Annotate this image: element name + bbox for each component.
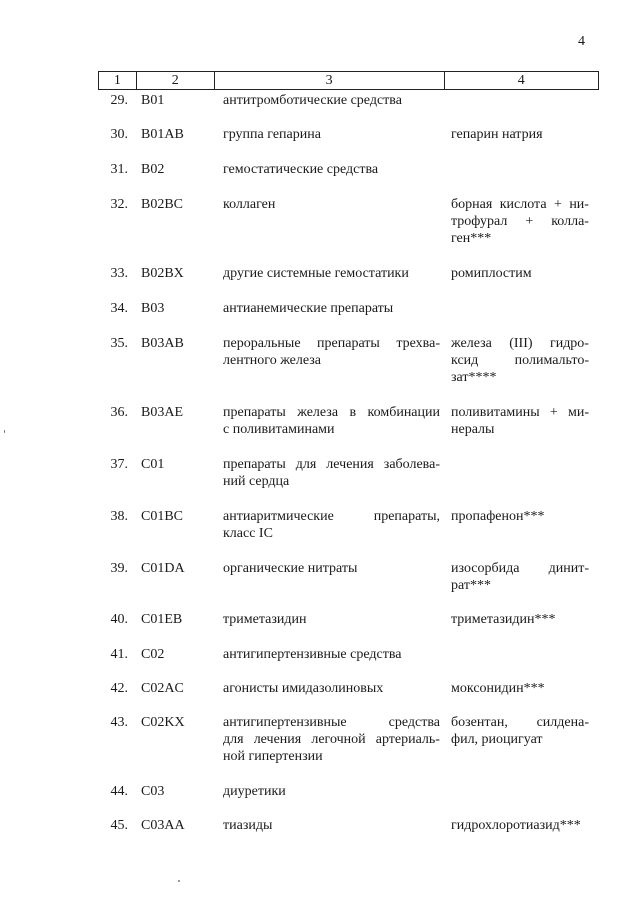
row-number: 32. <box>110 197 128 212</box>
row-number: 41. <box>110 647 128 662</box>
group-name-line: антианемические препараты <box>223 301 394 316</box>
group-name <box>223 456 440 490</box>
drug-name <box>451 196 589 247</box>
group-name <box>223 404 440 438</box>
row-number: 39. <box>110 561 128 576</box>
group-name-line: лентного железа <box>223 353 322 368</box>
drug-name-line: трофурал + колла- <box>451 214 589 229</box>
drug-name-line: нералы <box>451 422 495 437</box>
group-name <box>223 817 440 834</box>
group-name <box>223 196 440 213</box>
atc-code: B01 <box>141 93 165 108</box>
atc-code: C02 <box>141 647 165 662</box>
group-name <box>223 508 440 542</box>
atc-code: C01 <box>141 457 165 472</box>
drug-name-line: пропафенон*** <box>451 509 545 524</box>
header-cell-3: 3 <box>214 72 444 89</box>
header-cell-2: 2 <box>136 72 214 89</box>
group-name-line: антитромботические средства <box>223 93 402 108</box>
drug-name-line: поливитамины + ми- <box>451 405 589 420</box>
drug-name-line: ромиплостим <box>451 266 532 281</box>
row-number: 37. <box>110 457 128 472</box>
group-name-line: антиаритмические препараты, <box>223 509 440 524</box>
drug-name <box>451 560 589 594</box>
group-name-line: ний сердца <box>223 474 290 489</box>
group-name <box>223 783 440 800</box>
row-number: 42. <box>110 681 128 696</box>
drug-name-line: железа (III) гидро- <box>451 336 589 351</box>
row-number: 31. <box>110 162 128 177</box>
atc-code: C01EB <box>141 612 183 627</box>
atc-code: C01DA <box>141 561 185 576</box>
page-number: 4 <box>578 34 585 49</box>
row-number: 33. <box>110 266 128 281</box>
header-cell-4: 4 <box>444 72 598 89</box>
group-name-line: гемостатические средства <box>223 162 379 177</box>
header-cell-1: 1 <box>113 73 121 88</box>
group-name-line: коллаген <box>223 197 276 212</box>
drug-name-line: триметазидин*** <box>451 612 556 627</box>
atc-code: C02AC <box>141 681 184 696</box>
group-name-line: тиазиды <box>223 818 273 833</box>
group-name-line: пероральные препараты трехва- <box>223 336 440 351</box>
scan-speck <box>178 880 180 882</box>
atc-code: C03 <box>141 784 165 799</box>
group-name-line: антигипертензивные средства <box>223 647 402 662</box>
drug-name-line: гепарин натрия <box>451 127 543 142</box>
group-name-line: триметазидин <box>223 612 307 627</box>
group-name-line: органические нитраты <box>223 561 358 576</box>
group-name <box>223 300 440 317</box>
drug-name-line: ксид полимальто- <box>451 353 589 368</box>
group-name <box>223 161 440 178</box>
atc-code: B03AE <box>141 405 183 420</box>
group-name-line: группа гепарина <box>223 127 321 142</box>
drug-name <box>451 126 589 143</box>
drug-name-line: борная кислота + ни- <box>451 197 589 212</box>
group-name-line: с поливитаминами <box>223 422 335 437</box>
atc-code: B01AB <box>141 127 184 142</box>
row-number: 43. <box>110 715 128 730</box>
medication-table <box>98 71 599 833</box>
atc-code: B03AB <box>141 336 184 351</box>
group-name <box>223 646 440 663</box>
drug-name-line: зат**** <box>451 370 497 385</box>
atc-code: B02 <box>141 162 165 177</box>
group-name <box>223 126 440 143</box>
group-name <box>223 680 440 697</box>
row-number: 45. <box>110 818 128 833</box>
row-number: 44. <box>110 784 128 799</box>
group-name-line: класс IC <box>223 526 273 541</box>
drug-name-line: бозентан, силдена- <box>451 715 589 730</box>
row-number: 35. <box>110 336 128 351</box>
atc-code: B03 <box>141 301 165 316</box>
drug-name-line: ген*** <box>451 231 492 246</box>
group-name-line: агонисты имидазолиновых <box>223 681 384 696</box>
atc-code: C02KX <box>141 715 185 730</box>
row-number: 38. <box>110 509 128 524</box>
group-name-line: антигипертензивные средства <box>223 715 440 730</box>
group-name <box>223 335 440 369</box>
drug-name <box>451 817 589 834</box>
group-name-line: другие системные гемостатики <box>223 266 409 281</box>
atc-code: C03AA <box>141 818 185 833</box>
drug-name <box>451 335 589 386</box>
row-number: 34. <box>110 301 128 316</box>
atc-code: B02BX <box>141 266 184 281</box>
table-header-row <box>98 71 599 90</box>
group-name-line: диуретики <box>223 784 286 799</box>
drug-name <box>451 404 589 438</box>
group-name-line: препараты для лечения заболева- <box>223 457 440 472</box>
row-number: 29. <box>110 93 128 108</box>
drug-name-line: рат*** <box>451 578 491 593</box>
row-number: 40. <box>110 612 128 627</box>
group-name <box>223 560 440 577</box>
scan-speck <box>4 430 5 433</box>
group-name <box>223 611 440 628</box>
atc-code: B02BC <box>141 197 184 212</box>
drug-name-line: гидрохлоротиазид*** <box>451 818 581 833</box>
drug-name <box>451 611 589 628</box>
group-name <box>223 92 440 109</box>
group-name-line: препараты железа в комбинации <box>223 405 440 420</box>
group-name-line: для лечения легочной артериаль- <box>223 732 440 747</box>
drug-name-line: фил, риоцигуат <box>451 732 543 747</box>
drug-name-line: изосорбида динит- <box>451 561 589 576</box>
atc-code: C01BC <box>141 509 184 524</box>
drug-name <box>451 508 589 525</box>
row-number: 36. <box>110 405 128 420</box>
drug-name <box>451 714 589 748</box>
drug-name <box>451 265 589 282</box>
row-number: 30. <box>110 127 128 142</box>
drug-name <box>451 680 589 697</box>
group-name-line: ной гипертензии <box>223 749 323 764</box>
group-name <box>223 265 440 282</box>
drug-name-line: моксонидин*** <box>451 681 545 696</box>
group-name <box>223 714 440 765</box>
